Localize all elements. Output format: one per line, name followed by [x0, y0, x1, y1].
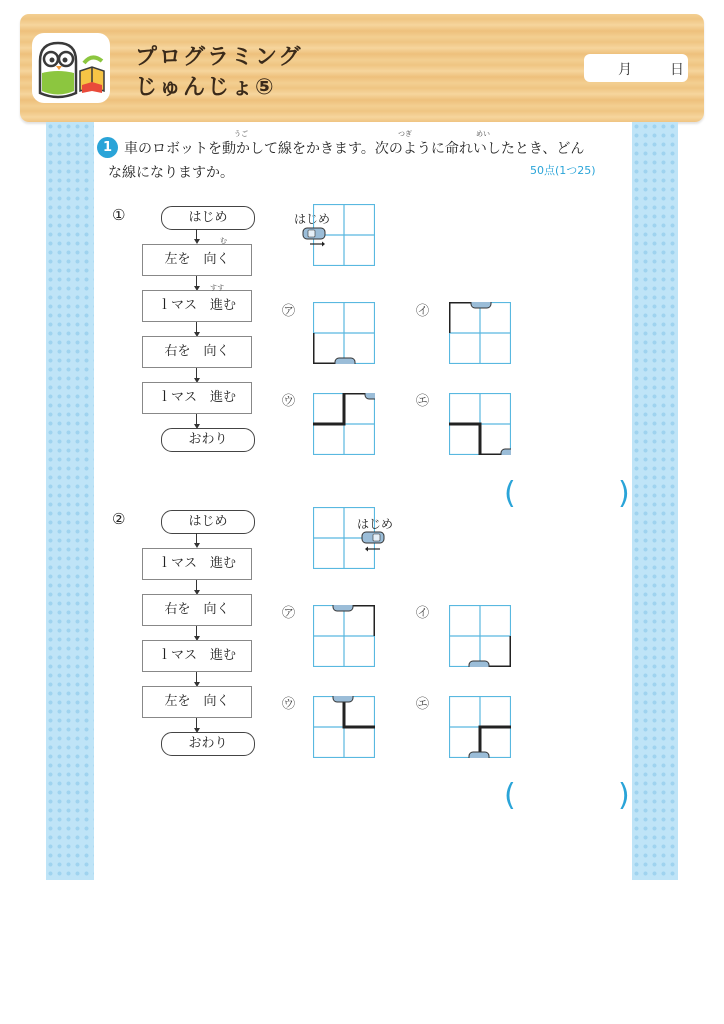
- flow-2-end: おわり: [161, 732, 255, 756]
- day-label: 日: [670, 62, 684, 78]
- flow-1-step-2: ｌマス 進む: [142, 290, 252, 322]
- flow-1-end: おわり: [161, 428, 255, 452]
- option-a-label: ㋐: [282, 304, 296, 319]
- flow-2-start: はじめ: [161, 510, 255, 534]
- option-u-label: ㋒: [282, 394, 296, 409]
- title-line-1: プログラミング: [135, 45, 303, 70]
- title-line-2: じゅんじょ⑤: [135, 75, 276, 100]
- grid-1-start-label: はじめ: [294, 212, 331, 226]
- owl-book-logo: [32, 33, 110, 103]
- option-u-label: ㋒: [282, 697, 296, 712]
- flow-1-step-4: ｌマス 進む: [142, 382, 252, 414]
- option-a-label: ㋐: [282, 606, 296, 621]
- grid-1-option-u[interactable]: [313, 393, 375, 455]
- option-e-label: ㋓: [416, 394, 430, 409]
- dotted-border-right: [632, 122, 678, 880]
- question-text-line-1: 車のロボットを動かして線をかきます。次のように命れいしたとき、どん: [124, 141, 585, 157]
- flow-2-step-4: 左を 向く: [142, 686, 252, 718]
- answer-1-open-paren: (: [504, 476, 516, 511]
- ruby-tsugi: つぎ: [398, 130, 412, 138]
- question-text-line-2: な線になりますか。: [108, 165, 234, 181]
- grid-1-option-e[interactable]: [449, 393, 511, 455]
- option-e-label: ㋓: [416, 697, 430, 712]
- answer-1-close-paren: ): [618, 476, 630, 511]
- grid-2-option-i[interactable]: [449, 605, 511, 667]
- grid-2-option-u[interactable]: [313, 696, 375, 758]
- grid-2-start-label: はじめ: [357, 517, 394, 531]
- flow-1-step-3: 右を 向く: [142, 336, 252, 368]
- dotted-border-left: [46, 122, 94, 880]
- option-i-label: ㋑: [416, 304, 430, 319]
- problem-2-label: ②: [112, 510, 126, 528]
- points-label: 50点(1つ25): [530, 164, 596, 177]
- ruby-mei: めい: [476, 130, 490, 138]
- grid-1-option-i[interactable]: [449, 302, 511, 364]
- problem-1-label: ①: [112, 206, 126, 224]
- grid-2-option-a[interactable]: [313, 605, 375, 667]
- ruby-mu: む: [220, 237, 227, 245]
- flow-1-step-1: 左を 向く: [142, 244, 252, 276]
- answer-2-close-paren: ): [618, 778, 630, 813]
- ruby-susu: すす: [210, 284, 225, 292]
- car-icon: [302, 226, 328, 248]
- answer-2-box[interactable]: [520, 782, 616, 814]
- car-icon: [360, 530, 388, 554]
- date-box[interactable]: [584, 54, 688, 82]
- ruby-ugo: うご: [234, 130, 248, 138]
- flow-1-start: はじめ: [161, 206, 255, 230]
- grid-1-option-a[interactable]: [313, 302, 375, 364]
- flow-2-step-3: ｌマス 進む: [142, 640, 252, 672]
- answer-1-box[interactable]: [520, 480, 616, 512]
- option-i-label: ㋑: [416, 606, 430, 621]
- flow-2-step-2: 右を 向く: [142, 594, 252, 626]
- month-label: 月: [618, 62, 632, 78]
- question-number-badge: 1: [97, 137, 118, 158]
- grid-2-option-e[interactable]: [449, 696, 511, 758]
- answer-2-open-paren: (: [504, 778, 516, 813]
- flow-2-step-1: ｌマス 進む: [142, 548, 252, 580]
